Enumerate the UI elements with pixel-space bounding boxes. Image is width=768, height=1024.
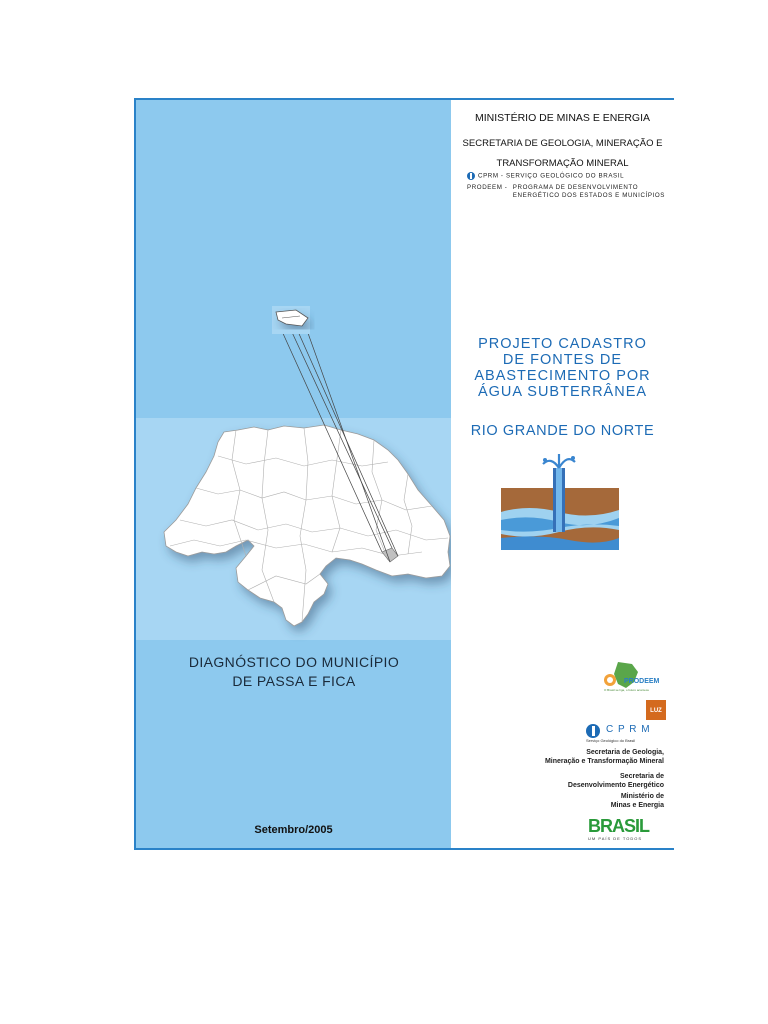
- credit3-line1: Ministério de: [620, 793, 664, 800]
- publication-date: Setembro/2005: [254, 824, 333, 836]
- brasil-logo-tagline: UM PAÍS DE TODOS: [588, 836, 643, 841]
- credit-secretaria-geologia: [545, 748, 664, 766]
- prodeem-entry: [467, 184, 665, 200]
- ministry-heading: MINISTÉRIO DE MINAS E ENERGIA: [474, 112, 651, 124]
- right-panel: [451, 100, 674, 848]
- credit1-line2: Mineração e Transformação Mineral: [544, 758, 664, 765]
- report-cover: [134, 98, 674, 850]
- project-title: [451, 336, 674, 400]
- diagnostic-title-line1: DIAGNÓSTICO DO MUNICÍPIO: [188, 654, 400, 670]
- credit3-line2: Minas e Energia: [610, 802, 664, 809]
- diagnostic-title-line2: DE PASSA E FICA: [232, 673, 356, 689]
- state-map: [136, 100, 451, 848]
- state-name: RIO GRANDE DO NORTE: [470, 423, 655, 439]
- cprm-logo: [586, 724, 668, 744]
- credit2-line2: Desenvolvimento Energético: [567, 782, 664, 789]
- municipality-inset: [272, 306, 310, 334]
- brasil-logo-text: BRASIL: [588, 816, 649, 836]
- prodeem-name-line1: PROGRAMA DE DESENVOLVIMENTO: [512, 184, 639, 191]
- secretariat-line1: SECRETARIA DE GEOLOGIA, MINERAÇÃO E: [462, 138, 663, 149]
- credit-ministerio: [611, 792, 664, 810]
- prodeem-acronym: PRODEEM -: [467, 184, 508, 191]
- brasil-government-logo: [588, 816, 664, 844]
- prodeem-logo: [602, 660, 668, 694]
- project-title-line3: ABASTECIMENTO POR: [474, 368, 651, 384]
- cprm-logo-subtitle: Serviço Geológico do Brasil: [586, 738, 636, 743]
- cprm-name: SERVIÇO GEOLÓGICO DO BRASIL: [505, 172, 625, 180]
- project-title-line1: PROJETO CADASTRO: [478, 336, 647, 352]
- prodeem-tagline: O Brasil se liga, o futuro acontece: [604, 688, 650, 692]
- credit-secretaria-energetico: [568, 772, 664, 790]
- project-title-line2: DE FONTES DE: [502, 352, 623, 368]
- prodeem-logo-text: PRODEEM: [624, 678, 660, 685]
- prodeem-name: [513, 184, 665, 200]
- cprm-acronym: CPRM -: [478, 172, 504, 180]
- prodeem-name-line2: ENERGÉTICO DOS ESTADOS E MUNICÍPIOS: [512, 192, 666, 199]
- cprm-logo-text: C P R M: [606, 724, 651, 735]
- cprm-logo-icon-bar: [592, 726, 595, 736]
- left-panel: [136, 100, 451, 848]
- secretariat-heading: [451, 134, 674, 174]
- cprm-entry: [467, 172, 624, 181]
- luz-para-todos-logo: LUZ: [646, 700, 666, 720]
- project-title-line4: ÁGUA SUBTERRÂNEA: [477, 384, 648, 400]
- cprm-icon: [467, 172, 475, 180]
- municipality-diagnostic-title: [154, 653, 434, 691]
- credit1-line1: Secretaria de Geologia,: [586, 749, 664, 756]
- aquifer-illustration: [499, 450, 621, 552]
- secretariat-line2: TRANSFORMAÇÃO MINERAL: [496, 158, 629, 169]
- credit2-line1: Secretaria de: [620, 773, 664, 780]
